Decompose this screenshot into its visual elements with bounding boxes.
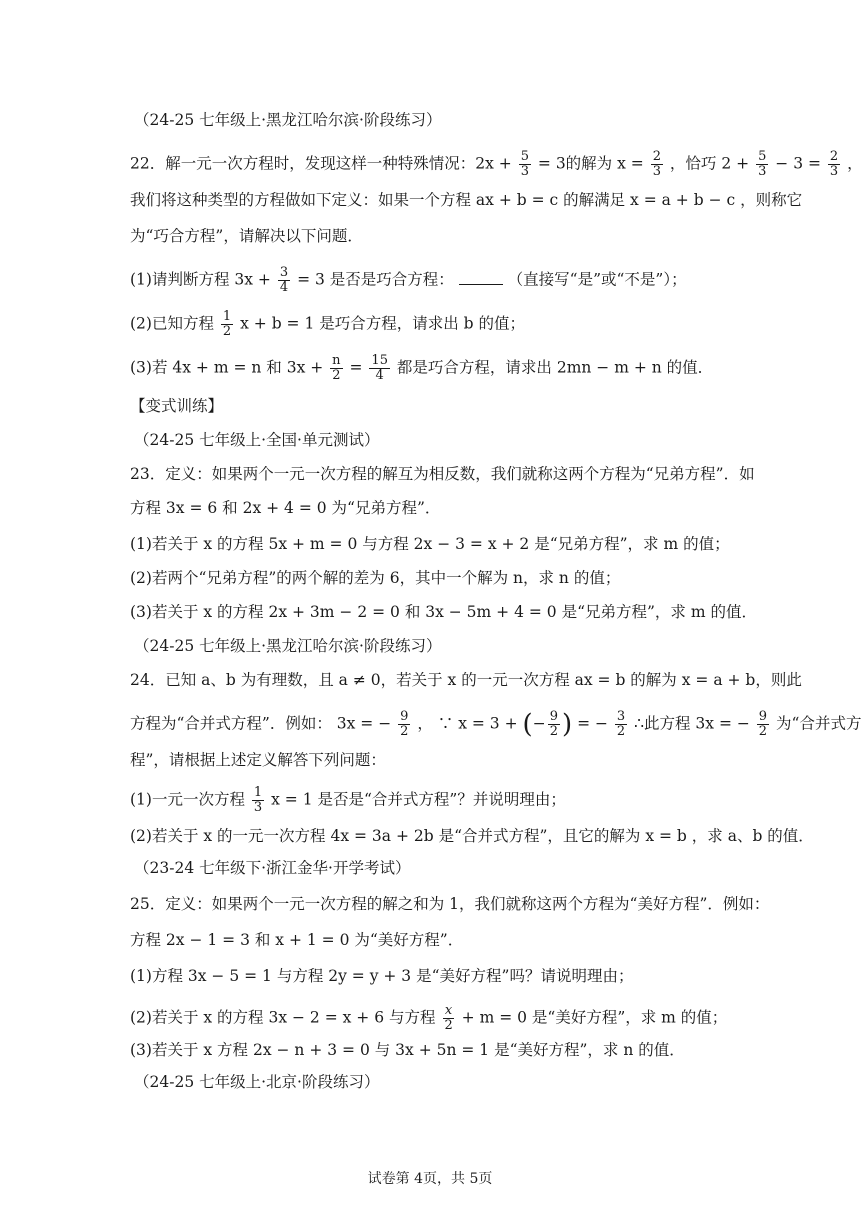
fraction: $\frac{1}{3}$	[253, 785, 263, 815]
source-note: （24-25 七年级上·黑龙江哈尔滨·阶段练习）	[134, 111, 442, 129]
question-25-part-2: (2)若关于 x 的方程 3x − 2 = x + 6 与方程 $\frac{x}{2}$ + m = 0 是“美好方程”，求 m 的值；	[130, 1003, 728, 1033]
left-parenthesis: (	[522, 709, 533, 740]
question-23-part-1: (1)若关于 x 的方程 5x + m = 0 与方程 2x − 3 = x + 2 是“兄弟方程”，求 m 的值；	[130, 535, 730, 553]
fraction: $\frac{2}{3}$	[652, 149, 661, 179]
fraction: $\frac{15}{4}$	[371, 353, 388, 383]
question-24-example: 方程为“合并式方程”．例如： 3x = − $\frac{9}{2}$ ， ∵ x = 3 + (− $\frac{9}{2}$ ) = − $\frac{3}{2}$ ∴此方程 3x = − $\frac{9}{2}$ 为“合并式方	[130, 709, 862, 740]
source-note: （24-25 七年级上·全国·单元测试）	[134, 431, 380, 449]
page-footer: 试卷第 4页，共 5页	[367, 1171, 493, 1187]
fraction: $\frac{5}{3}$	[520, 149, 529, 179]
question-22-part-3: (3)若 4x + m = n 和 3x + $\frac{n}{2}$ = $\frac{15}{4}$ 都是巧合方程，请求出 2mn − m + n 的值．	[130, 353, 714, 383]
question-24-part-1: (1)一元一次方程 $\frac{1}{3}$ x = 1 是否是“合并式方程”？并说明理由；	[130, 785, 566, 815]
question-23-part-2: (2)若两个“兄弟方程”的两个解的差为 6，其中一个解为 n，求 n 的值；	[130, 569, 621, 587]
source-note: （24-25 七年级上·黑龙江哈尔滨·阶段练习）	[134, 637, 442, 655]
question-24-definition: 24．已知 a、b 为有理数，且 a ≠ 0，若关于 x 的一元一次方程 ax = b 的解为 x = a + b，则此	[130, 671, 802, 689]
question-25-part-3: (3)若关于 x 方程 2x − n + 3 = 0 与 3x + 5n = 1 是“美好方程”，求 n 的值．	[130, 1041, 685, 1059]
fraction: $\frac{n}{2}$	[332, 353, 341, 383]
source-note: （24-25 七年级上·北京·阶段练习）	[134, 1073, 380, 1091]
fraction: $\frac{3}{2}$	[616, 709, 626, 739]
answer-blank	[459, 270, 503, 285]
fraction: $\frac{9}{2}$	[400, 709, 409, 739]
question-25-example: 方程 2x − 1 = 3 和 x + 1 = 0 为“美好方程”．	[130, 931, 464, 949]
fraction: $\frac{5}{3}$	[758, 149, 767, 179]
question-22-definition: 我们将这种类型的方程做如下定义：如果一个方程 ax + b = c 的解满足 x = a + b − c ，则称它	[130, 191, 803, 209]
question-24-instruction: 程”，请根据上述定义解答下列问题：	[130, 751, 386, 769]
question-25-part-1: (1)方程 3x − 5 = 1 与方程 2y = y + 3 是“美好方程”吗？请说明理由；	[130, 967, 634, 985]
question-25-definition: 25．定义：如果两个一元一次方程的解之和为 1，我们就称这两个方程为“美好方程”．例如：	[130, 895, 770, 913]
fraction: $\frac{2}{3}$	[829, 149, 839, 179]
source-note: （23-24 七年级下·浙江金华·开学考试）	[134, 859, 411, 877]
section-header: 【变式训练】	[130, 397, 224, 415]
fraction: $\frac{9}{2}$	[549, 709, 558, 739]
fraction: $\frac{1}{2}$	[222, 309, 232, 339]
right-parenthesis: )	[561, 709, 573, 740]
fraction: $\frac{x}{2}$	[444, 1003, 453, 1033]
fraction: $\frac{9}{2}$	[758, 709, 768, 739]
question-22-intro: 22．解一元一次方程时，发现这样一种特殊情况：2x + $\frac{5}{3}$ = 3的解为 x = $\frac{2}{3}$ ，恰巧 2 + $\frac{5}{3}$ − 3 = $\frac{2}{3}$ ，	[130, 149, 863, 179]
question-22-instruction: 为“巧合方程”，请解决以下问题．	[130, 227, 363, 245]
question-23-example: 方程 3x = 6 和 2x + 4 = 0 为“兄弟方程”．	[130, 499, 441, 517]
question-23-definition: 23．定义：如果两个一元一次方程的解互为相反数，我们就称这两个方程为“兄弟方程”．如	[130, 465, 755, 483]
fraction: $\frac{3}{4}$	[279, 265, 289, 295]
question-22-part-2: (2)已知方程 $\frac{1}{2}$ x + b = 1 是巧合方程，请求出 b 的值；	[130, 309, 526, 339]
question-24-part-2: (2)若关于 x 的一元一次方程 4x = 3a + 2b 是“合并式方程”，且它的解为 x = b ，求 a、b 的值．	[130, 827, 814, 845]
question-23-part-3: (3)若关于 x 的方程 2x + 3m − 2 = 0 和 3x − 5m + 4 = 0 是“兄弟方程”，求 m 的值．	[130, 603, 757, 621]
question-22-part-1: (1)请判断方程 3x + $\frac{3}{4}$ = 3 是否是巧合方程： （直接写“是”或“不是”）；	[130, 265, 687, 295]
